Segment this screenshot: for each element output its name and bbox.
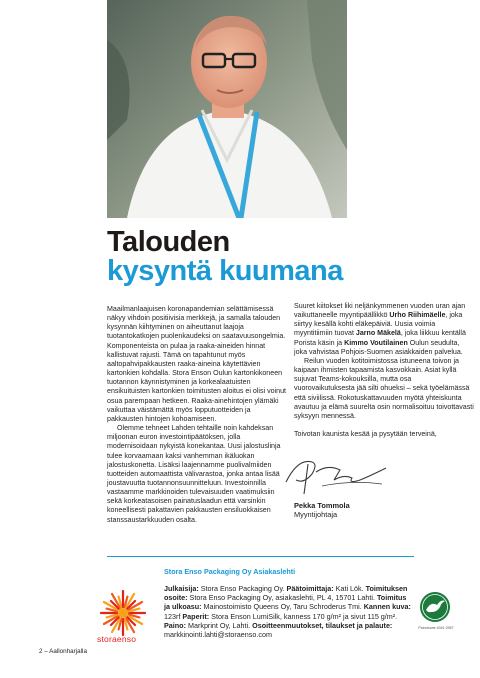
colophon-text: Julkaisija: Stora Enso Packaging Oy. Päätoimittaja: Kati Lök. Toimituksen osoite: Stora Enso Packaging Oy, asiakaslehti, PL 4, 15701 Lahti. Toimitus ja ulkoasu: Mainostoimisto Queens Oy, Taru Schroderus Tmi. Kannen kuva: 123rf Paperit: Stora Enson LumiSilk, kanness 170 g/m² ja sivut 115 g/m². Paino: Markprint Oy, Lahti. Osoitteenmuutokset, tilaukset ja palaute: markkinointi.lahti@storaenso.com bbox=[164, 584, 411, 640]
article-column-right bbox=[294, 302, 474, 439]
headline bbox=[107, 228, 343, 286]
storaenso-logo-text: storaenso bbox=[97, 634, 137, 644]
handwritten-signature bbox=[282, 450, 392, 498]
storaenso-logo-icon bbox=[98, 588, 148, 638]
headline-line-1: Talouden bbox=[107, 226, 230, 258]
person-name: Kimmo Voutilainen bbox=[344, 338, 408, 347]
article-paragraph: Suuret kiitokset liki neljänkymmenen vuoden uran ajan vaikuttaneelle myyntipäällikkö Urho Riihimäelle, joka siirtyy kesällä kohti eläkepäiviä. Uusia voimia myyntitiimiin tuovat Jarno Mäkelä, joka liikkuu kentällä Porista käsin ja Kimmo Voutilainen Oulun seudulta, joka vahvistaa Pohjois-Suomen asiakkaiden palvelua. bbox=[294, 302, 466, 356]
article-column-left bbox=[107, 305, 287, 525]
article-paragraph: Olemme tehneet Lahden tehtaille noin kahdeksan miljoonan euron investointipäätöksen, jolla modernisoidaan nykyistä konekantaa. Uusi jalostuslinja tulee korvaamaan kaksi vanhemman ikäluokan jalostuskonetta. Lisäksi laajennamme puolivalmiiden tuotteiden automaattista välivarastoa, jonka antaa lisää joustavuutta tuotannonsuunnitteluun. Investoinnilla vastaamme markkinoiden tulevaisuuden vaatimuksiin sekä korkeatasoisen painatuslaadun että varsinkin koneellisesti pakattavien pakkausten ensiluokkaisen stanssaustarkkuuden osalta. bbox=[107, 424, 281, 524]
article-paragraph: Reilun vuoden kotitoimistossa istuneena toivon ja kaipaan ihmisten tapaamista kasvokkain. Asiat kyllä sujuvat Teams-kokouksilla, mutta osa vuorovaikutuksesta jää silti ohueksi – sekä työelämässä että siviilissä. Rokotuskattavuuden myötä yhteiskunta avautuu ja elämä suurelta osin normalisoituu toivottavasti syksyyn mennessä. bbox=[294, 356, 474, 420]
closing-greeting: Toivotan kaunista kesää ja pysytään terveinä, bbox=[294, 430, 437, 439]
person-name: Jarno Mäkelä bbox=[355, 329, 401, 338]
headline-line-2: kysyntä kuumana bbox=[107, 255, 343, 287]
nordic-swan-ecolabel-icon bbox=[419, 591, 451, 623]
signature-name: Pekka Tommola bbox=[294, 501, 350, 510]
article-paragraph: Maailmanlaajuisen koronapandemian selättämisessä näkyy vihdoin positiivisia merkkejä, ja samalla talouden kysynnän kiihtyminen on aiheuttanut laajoja tuotantokatkojen puolenkaudeksi on saatavuusongelmia. Komponenteista on pulaa ja raaka-aineiden hinnat kallistuvat rajusti. Tämä on tapahtunut myös aaltopahvipakkausten raaka-aineina käytettävien kartonkien kohdalla. Stora Enson Oulun kartonkikoneen tuotannon käynnistyminen ja korkealaatuisten ensikuituisten kartonkien toimitusten aloitus ei olisi voinut osua parempaan hetkeen. Raaka-ainehintojen ylämäki vaikuttaa väistämättä myös lopputuotteiden ja pakkausten hintojen kohoamiseen. bbox=[107, 305, 287, 423]
person-name: Urho Riihimäelle bbox=[389, 311, 446, 320]
section-divider bbox=[107, 556, 414, 557]
author-photo bbox=[107, 0, 347, 218]
ecolabel-caption: Painotuote 4041 0957 bbox=[418, 626, 454, 630]
page-footer: 2 – Aallonharjalla bbox=[39, 648, 87, 655]
colophon-title: Stora Enso Packaging Oy Asiakaslehti bbox=[164, 567, 296, 576]
signature-role: Myyntijohtaja bbox=[294, 510, 338, 519]
